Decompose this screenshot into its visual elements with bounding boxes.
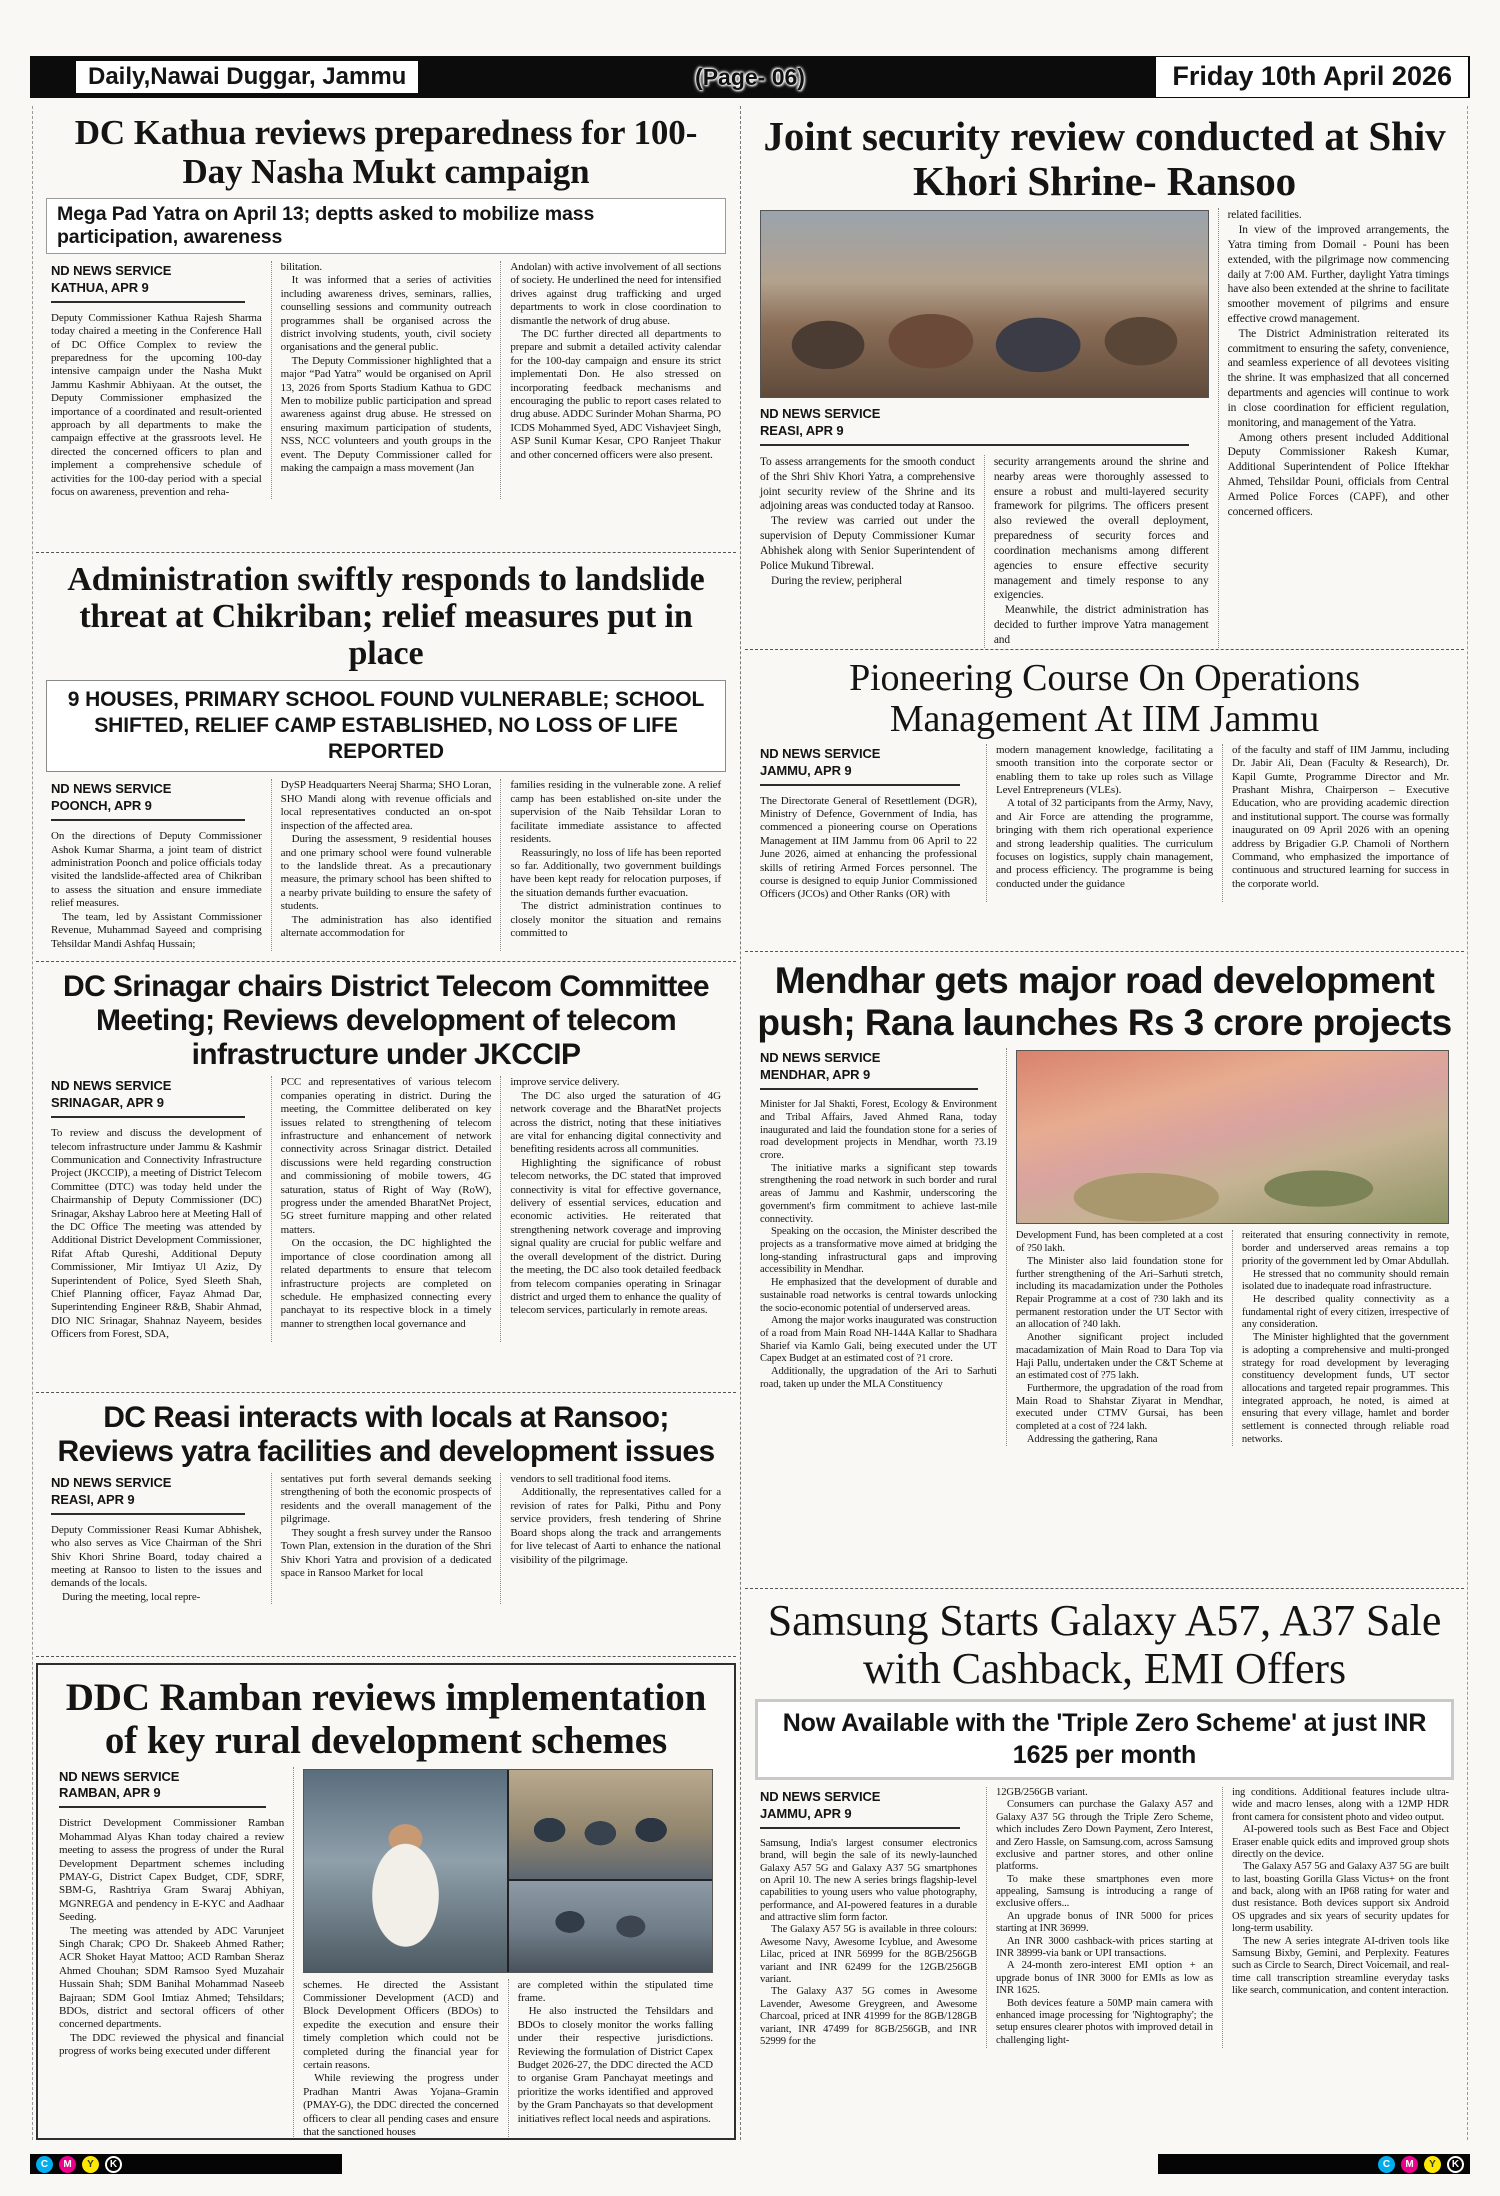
cyan-mark-icon: C [1378,2156,1395,2173]
byline-agency: ND NEWS SERVICE [760,406,881,422]
photo-pane [509,1770,712,1879]
paragraph: The meeting was attended by ADC Varunjeet Singh Charak; CPO Dr. Shakeeb Ahmed Rather; ACR Shoket Hayat Mattoo; ACD Ramban Sheraz Ahmed Chouhan; SDM Ramsoo Syed Muzahair Hussain Shah; SDM Banihal Mohammad Naseeb Bajraan; SDM Gool Imtiaz Ahmed; Tehsildars; BDOs, district and sectoral officers of other concerned departments. [59,1924,285,2031]
column-text [510,1473,721,1567]
paragraph: Additionally, the representatives called for a revision of rates for Palki, Pithu and Pony service providers, fresh tendering of Shrine Board shops along the track and arrangements for live telecast of Aarti to enhance the national visibility of the pilgrimage. [510,1486,722,1566]
paragraph: Andolan) with active involvement of all sections of society. He underlined the need for intensified drives against drug trafficking and urged departments to work in close coordination to dismantle the network of drug abuse. [510,261,722,327]
article-column [42,1076,271,1341]
article-column [1218,208,1458,648]
paragraph: The DDC reviewed the physical and financial progress of works being executed under different [59,2031,285,2058]
paragraph: sentatives put forth several demands seeking strengthening of both the economic prospects of residents and the overall management of the pilgrimage. [280,1473,492,1526]
byline-dateline: JAMMU, APR 9 [760,762,852,778]
article-column [271,1473,501,1604]
left-column-block [36,106,736,2140]
column-text [760,795,977,902]
column-text [760,455,975,588]
article-column [42,261,271,499]
byline [760,406,1189,446]
column-text [996,744,1213,891]
paragraph: District Development Commissioner Ramban Mohammad Alyas Khan today chaired a review meeting to assess the progress of under the Rural Development Department schemes including PMAY-G, District Capex Budget, CDF, SDRF, SBM-G, Rashtriya Gram Swaraj Abhiyan, MGNREGA and pendency in E-KYC and Aadhaar Seeding. [59,1817,285,1924]
article-columns [42,1076,730,1341]
paragraph: The Galaxy A57 5G and Galaxy A37 5G are built to last, boasting Gorilla Glass Victus+ on the front and back, along with an IP68 rating for water and dust resistance. Both devices support six Android OS upgrades and six years of security updates for long-term usability. [1232,1861,1449,1935]
issue-date: Friday 10th April 2026 [1156,57,1468,97]
byline-agency: ND NEWS SERVICE [760,1788,881,1804]
byline [51,263,245,303]
article-iim-jammu-course [745,650,1464,952]
meeting-photo [303,1769,713,1973]
conference-room-photo [509,1770,712,1972]
paragraph: Speaking on the occasion, the Minister described the projects as a transformative move aimed at bridging the long-standing infrastructural gaps and improving accessibility in Mendhar. [760,1226,997,1276]
article-column [271,1076,501,1341]
byline-dateline: REASI, APR 9 [51,1491,135,1507]
byline [51,1475,245,1515]
byline-agency: ND NEWS SERVICE [760,745,881,761]
magenta-mark-icon: M [1401,2156,1418,2173]
column-text [51,1524,262,1604]
byline-agency: ND NEWS SERVICE [51,781,172,797]
masthead-bar [30,56,1470,98]
article-column [294,1979,507,2140]
column-text [1228,208,1449,519]
paragraph: of the faculty and staff of IIM Jammu, including Dr. Jabir Ali, Dean (Faculty & Research), Dr. Kapil Gumte, Programme Director and Mr. Prashant Mishra, Chairperson – Executive Education, who are providing academic direction and institutional support. The course was formally inaugurated on 09 April 2026 with an opening address by Brigadier G.P. Chamoli of Northern Command, who emphasized the importance of continuous and structured learning for success in the corporate world. [1232,743,1449,890]
column-text [510,779,721,940]
column-text [510,1076,721,1317]
paragraph: Samsung, India's largest consumer electronics brand, will begin the sale of its newly-launched Galaxy A57 5G and Galaxy A37 5G smartphones on April 10. The new A series brings flagship-level capabilities to young users who value photography, performance, and AI-powered features in a durable and attractive slim form factor. [760,1837,977,1924]
paragraph: The DC also urged the saturation of 4G network coverage and the BharatNet projects across the district, noting that these initiatives are vital for enhancing digital connectivity and benefiting residents across all communities. [510,1089,722,1156]
byline-agency: ND NEWS SERVICE [51,263,172,278]
article-columns [751,744,1458,902]
byline-dateline: KATHUA, APR 9 [51,279,149,295]
black-mark-icon: K [105,2156,122,2173]
article-column [271,779,501,950]
article-ddc-ramban [36,1663,736,2140]
paragraph: related facilities. [1227,209,1302,222]
byline [51,1078,245,1118]
article-headline: DDC Ramban reviews implementation of key rural development schemes [65,1675,707,1762]
page-number: (Page- 06) [695,63,805,90]
paragraph: He also instructed the Tehsildars and BDOs to closely monitor the works falling under their respective jurisdictions. Reviewing the formulation of District Capex Budget 2026-27, the DDC directed the ACD to organise Gram Panchayat meetings and prioritize the works identified and approved by the Gram Panchayats so that development initiatives reflect local needs and aspirations. [517,2005,714,2125]
paragraph: Both devices feature a 50MP main camera with enhanced image processing for 'Nightography'; the setup ensures clearer photos with improved detail in challenging light- [996,1997,1213,2046]
paragraph: During the assessment, 9 residential houses and one primary school were found vulnerable to the landslide threat. As a precautionary measure, the primary school has been shifted to a nearby private building to ensure the safety of students. [280,833,492,913]
article-headline: DC Kathua reviews preparedness for 100-Day Nasha Mukt campaign [74,113,698,191]
paragraph: During the meeting, local repre- [62,1590,201,1603]
article-column [500,779,730,950]
article-mendhar-roads [745,952,1464,1589]
column-text [994,455,1209,648]
paragraph: The Galaxy A57 5G is available in three colours: Awesome Navy, Awesome Icyblue, and Awesome Lilac, priced at INR 56999 for the 8GB/256GB variant and INR 62499 for the 12GB/256GB variant. [760,1924,977,1986]
paragraph: A total of 32 participants from the Army, Navy, and Air Force are attending the programme, bringing with them rich operational experience and strong leadership qualities. The curriculum focuses on logistics, supply chain management, and process efficiency. The programme is being conducted under the guidance [996,797,1213,890]
cyan-mark-icon: C [36,2156,53,2173]
paragraph: While reviewing the progress under Pradhan Mantri Awas Yojana–Gramin (PMAY-G), the DDC directed the concerned officers to clear all pending cases and ensure that the sanctioned houses [303,2072,499,2139]
column-text [281,779,492,940]
paragraph: The Deputy Commissioner highlighted that a major “Pad Yatra” would be organised on April 13, 2026 from Sports Stadium Kathua to GDC Men to mobilize public participation and spread awareness against drug abuse. He stressed on ensuring maximum participation of students, NSS, NCC volunteers and youth groups in the event. The Deputy Commissioner called for making the campaign a mass movement (Jan [280,354,492,475]
column-text [281,1076,492,1331]
paragraph: He emphasized that the development of durable and sustainable road networks is central towards unlocking the socio-economic potential of underserved areas. [760,1277,997,1314]
paragraph: He stressed that no community should remain isolated due to inadequate road infrastructure. [1241,1268,1449,1293]
article-column [986,744,1222,902]
paragraph: Minister for Jal Shakti, Forest, Ecology & Environment and Tribal Affairs, Javed Ahmed Rana, today inaugurated and laid the foundation stone for a series of road development projects in Mendhar, worth ?3.19 crore. [760,1099,997,1162]
article-subhead: 9 HOUSES, PRIMARY SCHOOL FOUND VULNERABLE; SCHOOL SHIFTED, RELIEF CAMP ESTABLISHED, NO LOSS OF LIFE REPORTED [46,680,726,773]
paragraph: Another significant project included macadamization of Main Road to Dara Top via Haji Pallu, undertaken under the C&T Scheme at an estimated cost of ?75 lakh. [1015,1332,1223,1382]
article-photo-and-text [294,1767,722,2140]
article-column [1232,1230,1458,1446]
paragraph: It was informed that a series of activities including awareness drives, seminars, rallies, counselling sessions and community outreach programmes shall be organised across the district involving students, youth, civil society organisations and the general public. [280,274,492,354]
article-subcolumns [751,455,1218,648]
article-column [751,455,984,648]
article-column [751,744,986,902]
article-photo-and-text [1006,1048,1458,1446]
paragraph: Furthermore, the upgradation of the road from Main Road to Shahstar Ziyarat in Mendhar, executed under CTMV Gursai, has been completed at a cost of ?24 lakh. [1015,1382,1223,1433]
byline-dateline: MENDHAR, APR 9 [760,1067,871,1083]
byline [760,746,960,786]
article-kicker: Mega Pad Yatra on April 13; deptts asked to mobilize mass participation, awareness [46,198,726,254]
column-text [996,1787,1213,2047]
article-columns [751,208,1458,648]
article-column [500,1473,730,1604]
paragraph: bilitation. [280,261,323,273]
article-column [500,1076,730,1341]
photo-pane [509,1881,712,1972]
paragraph: Deputy Commissioner Reasi Kumar Abhishek, who also serves as Vice Chairman of the Shri Shiv Khori Shrine Board, today chaired a meeting at Ransoo to listen to the issues and demands of the locals. [51,1523,262,1590]
article-headline: Samsung Starts Galaxy A57, A37 Sale with Cashback, EMI Offers [767,1596,1442,1693]
article-column [1222,744,1458,902]
article-columns [42,779,730,950]
byline [51,781,245,821]
byline [760,1789,960,1829]
article-column [42,1473,271,1604]
column-text [51,312,262,500]
paragraph: PCC and representatives of various telecom companies operating in district. During the meeting, the Committee deliberated on key issues related to strengthening of telecom infrastructure and enhancement of network connectivity across Srinagar district. Detailed discussions were held regarding construction and commissioning of mobile towers, 4G saturation, status of Right of Way (RoW), progress under the amended BharatNet Project, 5G street furniture mapping and other related matters. [280,1076,492,1236]
paragraph: To make these smartphones even more appealing, Samsung is introducing a range of exclusive offers... [996,1873,1213,1910]
column-text [281,1473,492,1580]
paragraph: The initiative marks a significant step towards strengthening the road network in such border and rural areas of Jammu and Kashmir, underscoring the government's firm commitment to achieve last-mile connectivity. [760,1162,997,1225]
article-columns [42,1473,730,1604]
center-column-rule [740,106,741,2140]
article-headline: Pioneering Course On Operations Management At IIM Jammu [849,656,1360,740]
byline-dateline: POONCH, APR 9 [51,798,152,814]
paragraph: Consumers can purchase the Galaxy A57 and Galaxy A37 5G through the Triple Zero Scheme, which includes Zero Down Payment, Zero Interest, and Zero Hassle, on Samsung.com, across Samsung exclusive and partner stores, and other online platforms. [996,1799,1213,1873]
column-text [51,1127,262,1342]
paragraph: An upgrade bonus of INR 5000 for prices starting at INR 36999. [996,1910,1213,1935]
paragraph: The District Administration reiterated its commitment to ensuring the safety, convenience, and seamless experience of all devotees visiting the shrine. It was emphasized that all concerned departments and agencies will continue to work in close coordination for efficient regulation, monitoring, and management of the Yatra. [1227,327,1449,429]
article-headline: DC Reasi interacts with locals at Ransoo; Reviews yatra facilities and development issues [57,1400,715,1468]
byline-agency: ND NEWS SERVICE [51,1475,172,1491]
article-subcolumns [1007,1230,1458,1446]
column-text [760,1099,997,1391]
article-photo-and-text [751,208,1218,648]
paragraph: During the review, peripheral [771,574,903,587]
column-text [59,1817,284,2058]
paragraph: To assess arrangements for the smooth conduct of the Shri Shiv Khori Yatra, a comprehensive joint security review of the Shrine and its adjoining areas was conducted today at Ransoo. [760,455,975,513]
article-dc-srinagar-telecom [36,962,736,1393]
article-samsung-galaxy-sale [745,1589,1464,2140]
paragraph: The Minister also laid foundation stone for further strengthening of the Ari–Sarhuti stretch, including its macadamization under the Potholes Repair Programme at a cost of ?30 lakh and its permanent restoration under the UT Sector with an allocation of ?40 lakh. [1015,1255,1223,1331]
press-mark-bar-left [30,2154,342,2174]
paragraph: In view of the improved arrangements, the Yatra timing from Domail - Pouni has been extended, with the pilgrimage now commencing daily at 7:00 AM. Further, daylight Yatra timings have also been extended at the shrine to facilitate smoother movement of pilgrims and ensure effective crowd management. [1227,224,1449,325]
byline-agency: ND NEWS SERVICE [59,1768,180,1784]
inauguration-event-photo [1016,1050,1449,1224]
paragraph: Meanwhile, the district administration has decided to further improve Yatra management and [993,604,1209,646]
article-shiv-khori-security [745,106,1464,650]
paragraph: Additionally, the upgradation of the Ari to Sarhuti road, taken up under the MLA Constituency [760,1366,997,1390]
byline-dateline: REASI, APR 9 [760,423,844,439]
paragraph: A 24-month zero-interest EMI option + an upgrade bonus of INR 3000 for EMIs as low as INR 1625. [996,1960,1213,1997]
paragraph: Development Fund, has been completed at a cost of ?50 lakh. [1015,1230,1223,1255]
yellow-mark-icon: Y [82,2156,99,2173]
column-text [303,1979,498,2140]
paragraph: The district administration continues to closely monitor the situation and remains committed to [510,900,722,939]
paragraph: On the directions of Deputy Commissioner Ashok Kumar Sharma, a joint team of district administration Poonch and police officials today visited the landslide-affected area of Chikriban to assess the situation and ensure immediate relief measures. [51,830,262,910]
article-columns [751,1787,1458,2048]
article-column [751,1048,1006,1446]
paragraph: schemes. He directed the Assistant Commissioner Development (ACD) and Block Development Officers (BDOs) to expedite the execution and ensure their timely completion which could not be completed during the financial year for certain reasons. [303,1978,499,2071]
paragraph: families residing in the vulnerable zone. A relief camp has been established on-site under the supervision of the Naib Tehsildar Loran to facilitate immediate assistance to affected residents. [510,779,722,846]
article-headline: Joint security review conducted at Shiv Khori Shrine- Ransoo [763,113,1446,205]
paragraph: 12GB/256GB variant. [996,1786,1088,1798]
paragraph: The new A series integrate AI-driven tools like Samsung Bixby, Gemini, and Perplexity. Features such as Circle to Search, Direct Voicemail, and real-time call transcription streamline everyday tasks like search, communication, and content interaction. [1232,1935,1449,1997]
black-mark-icon: K [1447,2156,1464,2173]
byline [760,1050,978,1090]
paragraph: The Directorate General of Resettlement (DGR), Ministry of Defence, Government of India, has commenced a pioneering course on Operations Management at IIM Jammu from 06 April to 22 June 2026, aimed at enhancing the professional skills of retiring Armed Forces personnel. The course is designed to equip Junior Commissioned Officers (JCOs) and Other Ranks (OR) with [760,794,977,901]
paragraph: Deputy Commissioner Kathua Rajesh Sharma today chaired a meeting in the Conference Hall of DC Office Complex to review the preparedness for the upcoming 100-day intensive campaign under the Nasha Mukt Jammu Kashmir Abhiyaan. At the outset, the Deputy Commissioner emphasized the importance of a coordinated and result-oriented approach by all departments to make the campaign effective at the grassroots level. He directed the concerned officers to plan and implement a comprehensive schedule of activities for the 100-day period with a special focus on awareness, prevention and reha- [51,311,262,499]
article-column [984,455,1218,648]
paragraph: The administration has also identified alternate accommodation for [280,913,492,939]
paragraph: The review was carried out under the supervision of Deputy Commissioner Kumar Abhishek along with Senior Superintendent of Police Mukund Tibrewal. [760,515,975,572]
byline-dateline: SRINAGAR, APR 9 [51,1095,164,1111]
article-subhead: Now Available with the 'Triple Zero Scheme' at just INR 1625 per month [755,1699,1454,1780]
article-column [751,1787,986,2048]
byline-dateline: JAMMU, APR 9 [760,1805,852,1821]
paragraph: Addressing the gathering, Rana [1026,1433,1158,1445]
article-landslide-chikriban [36,553,736,962]
column-text [1016,1230,1223,1446]
official-portrait-photo [304,1770,507,1972]
paragraph: DySP Headquarters Neeraj Sharma; SHO Loran, SHO Mandi along with revenue officials and local representatives conducted an on-spot inspection of the affected area. [280,779,492,832]
article-columns [42,261,730,499]
magenta-mark-icon: M [59,2156,76,2173]
column-text [760,1838,977,2049]
article-headline: Administration swiftly responds to landslide threat at Chikriban; relief measures put in place [67,560,705,673]
article-headline: DC Srinagar chairs District Telecom Committee Meeting; Reviews development of telecom infrastructure under JKCCIP [63,969,709,1072]
column-text [51,830,262,951]
paper-name: Daily,Nawai Duggar, Jammu [76,61,418,93]
column-text [510,261,721,462]
article-dc-reasi-ransoo [36,1393,736,1657]
security-review-photo [760,210,1209,398]
press-mark-bar-right [1158,2154,1470,2174]
paragraph: They sought a fresh survey under the Ransoo Town Plan, extension in the duration of the Shri Shiv Khori Yatra and provision of a dedicated space in Ransoo Market for local [280,1526,492,1579]
paragraph: He described quality connectivity as a fundamental right of every citizen, irrespective of any consideration. [1241,1294,1449,1331]
yellow-mark-icon: Y [1424,2156,1441,2173]
column-text [1232,744,1449,891]
paragraph: Among others present included Additional Deputy Commissioner Rakesh Kumar, Additional Superintendent of Police Iftekhar Ahmed, Tehsildar Pouni, officials from Central Armed Police Forces (CAPF), and other concerned officers. [1227,431,1449,518]
column-text [1242,1230,1449,1446]
byline-dateline: RAMBAN, APR 9 [59,1785,161,1801]
column-text [1232,1787,1449,1998]
paragraph: Highlighting the significance of robust telecom networks, the DC stated that improved connectivity is vital for effective governance, delivery of essential services, education and economic activities. He reiterated that strengthening network coverage and improving signal quality are crucial for public welfare and the overall development of the district. During the meeting, the DC also took detailed feedback from telecom companies operating in Srinagar district and urged them to enhance the quality of telecom services, particularly in remote areas. [510,1156,722,1317]
article-column [271,261,501,499]
paragraph: The Minister highlighted that the government is adopting a comprehensive and multi-pronged strategy for road development by leveraging constituency development funds, UT sector allocations and targeted repair programmes. This integrated approach, he noted, is aimed at ensuring that every village, hamlet and border settlement is connected through reliable road networks. [1241,1332,1449,1445]
paragraph: security arrangements around the shrine and nearby areas were thoroughly assessed to ensure a robust and multi-layered security framework for pilgrims. The officers present also reviewed the overall deployment, preparedness of security forces and coordination mechanisms among different agencies to ensure effective security management and timely response to any exigencies. [993,455,1209,602]
article-column [500,261,730,499]
paragraph: are completed within the stipulated time frame. [517,1978,714,2004]
article-column [1222,1787,1458,2048]
paragraph: Reassuringly, no loss of life has been reported so far. Additionally, two government buildings have been kept ready for relocation purposes, if the situation demands further evacuation. [510,846,722,899]
paragraph: vendors to sell traditional food items. [510,1473,671,1486]
article-column [508,1979,722,2140]
article-column [50,1767,294,2140]
article-subcolumns [294,1979,722,2140]
article-columns [751,1048,1458,1446]
byline [59,1769,266,1809]
column-text [281,261,492,476]
paragraph: An INR 3000 cashback-with prices starting at INR 38999-via bank or UPI transactions. [996,1935,1213,1960]
paragraph: Among the major works inaugurated was construction of a road from Main Road NH-144A Kallar to Shadhara Sharief via Kamlo Gali, being executed under the UT Capex Budget at an estimated cost of ?1 crore. [760,1315,997,1365]
byline-agency: ND NEWS SERVICE [760,1050,881,1066]
article-headline: Mendhar gets major road development push; Rana launches Rs 3 crore projects [757,960,1452,1044]
paragraph: AI-powered tools such as Best Face and Object Eraser enable quick edits and improved group shots directly on the device. [1232,1824,1449,1860]
column-text [518,1979,713,2126]
article-column [42,779,271,950]
page-body [32,106,1468,2140]
byline-agency: ND NEWS SERVICE [51,1078,172,1094]
paragraph: The DC further directed all departments to prepare and submit a detailed activity calendar for the 100-day campaign and ensure its strict implementati Don. He also stressed on incorporating feedback mechanisms and encouraging the public to report cases related to drug abuse. ADDC Surinder Mohan Sharma, PO ICDS Mohammed Syed, ADC Vishavjeet Singh, ASP Sunil Kumar Kesar, CPO Ranjeet Thakur and other concerned officers were also present. [510,328,722,461]
paragraph: On the occasion, the DC highlighted the importance of close coordination among all related departments to ensure that telecom infrastructure projects are completed on schedule. He emphasized connecting every panchayat to its respective block in a timely manner to strengthen local governance and [280,1237,492,1330]
article-dc-kathua [36,106,736,553]
paragraph: The Galaxy A37 5G comes in Awesome Lavender, Awesome Greygreen, and Awesome Charcoal, priced at INR 41999 for the 8GB/128GB variant, INR 47499 for 8GB/256GB, and INR 52999 for the [760,1986,977,2047]
paragraph: improve service delivery. [510,1076,620,1089]
paragraph: The team, led by Assistant Commissioner Revenue, Muhammad Sayeed and comprising Tehsildar Mandi Ashfaq Hussain; [51,910,262,950]
article-column [986,1787,1222,2048]
paragraph: To review and discuss the development of telecom infrastructure under Jammu & Kashmir Communication and Connectivity Infrastructure Project (JKCCIP), a meeting of District Telecom Committee (DTC) was today held under the Chairmanship of Deputy Commissioner (DC) Srinagar, Akshay Labroo here at Meeting Hall of the DC Office The meeting was attended by Additional District Development Commissioner, Rifat Aftab Qureshi, Additional Deputy Commissioner, Mir Imtiyaz Ul Aziz, Dy Superintendent of Police, Syed Sleeth Shah, Chief Planning officer, Fayaz Ahmad Dar, Superintending Engineer R&B, Shabir Ahmad, DIO NIC Srinagar, Shahnaz Nayeem, besides Officers from Forest, SDA, [51,1127,262,1341]
article-column [1007,1230,1232,1446]
paragraph: reiterated that ensuring connectivity in remote, border and underserved areas remains a top priority of the government led by Omar Abdullah. [1241,1230,1449,1267]
right-column-block [745,106,1464,2140]
article-columns [50,1767,722,2140]
paragraph: modern management knowledge, facilitating a smooth transition into the corporate sector or enabling them to take up roles such as Village Level Entrepreneurs (VLEs). [996,743,1213,796]
paragraph: ing conditions. Additional features include ultra-wide and macro lenses, along with a 12MP HDR front camera for consistent photo and video output. [1232,1786,1449,1823]
